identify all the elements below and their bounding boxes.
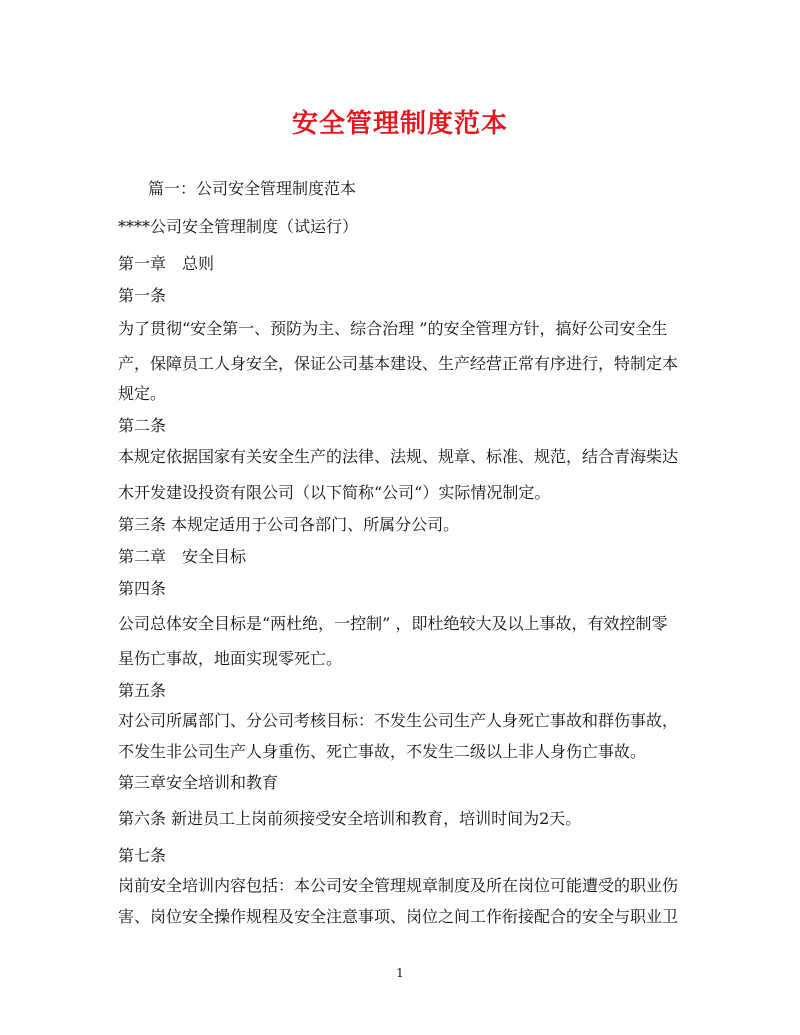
article-heading: 第七条	[118, 846, 167, 865]
paragraph-line: 星伤亡事故，地面实现零死亡。	[118, 649, 343, 668]
article-heading: 第五条	[118, 681, 167, 700]
article-heading: 第二条	[118, 416, 167, 435]
paragraph-line: 木开发建设投资有限公司（以下简称“公司“）实际情况制定。	[118, 483, 551, 502]
paragraph-line: 岗前安全培训内容包括：本公司安全管理规章制度及所在岗位可能遭受的职业伤	[118, 876, 679, 895]
document-title: 安全管理制度范本	[291, 109, 508, 139]
article-line: 第三条 本规定适用于公司各部门、所属分公司。	[118, 515, 460, 534]
article-heading: 第四条	[118, 579, 167, 598]
paragraph-line: 公司总体安全目标是“两杜绝，一控制” ，即杜绝较大及以上事故，有效控制零	[118, 614, 668, 633]
paragraph-line: 害、岗位安全操作规程及安全注意事项、岗位之间工作衔接配合的安全与职业卫	[118, 907, 679, 926]
section-heading: 篇一：公司安全管理制度范本	[148, 179, 357, 198]
chapter-heading: 第一章 总则	[118, 254, 215, 273]
chapter-heading: 第二章 安全目标	[118, 547, 247, 566]
page-number: 1	[396, 966, 404, 980]
paragraph-line: 本规定依据国家有关安全生产的法律、法规、规章、标准、规范，结合青海柴达	[118, 447, 679, 466]
chapter-heading: 第三章安全培训和教育	[118, 773, 279, 792]
paragraph-line: 为了贯彻“安全第一、预防为主、综合治理 ”的安全管理方针，搞好公司安全生	[118, 319, 668, 338]
article-line: 第六条 新进员工上岗前须接受安全培训和教育，培训时间为2天。	[118, 809, 582, 828]
paragraph-line: 规定。	[118, 384, 167, 403]
document-subtitle: ****公司安全管理制度（试运行）	[118, 217, 359, 236]
paragraph-line: 不发生非公司生产人身重伤、死亡事故，不发生二级以上非人身伤亡事故。	[118, 742, 647, 761]
paragraph-line: 对公司所属部门、分公司考核目标：不发生公司生产人身死亡事故和群伤事故，	[118, 711, 679, 730]
article-heading: 第一条	[118, 286, 167, 305]
paragraph-line: 产，保障员工人身安全，保证公司基本建设、生产经营正常有序进行，特制定本	[118, 354, 679, 373]
